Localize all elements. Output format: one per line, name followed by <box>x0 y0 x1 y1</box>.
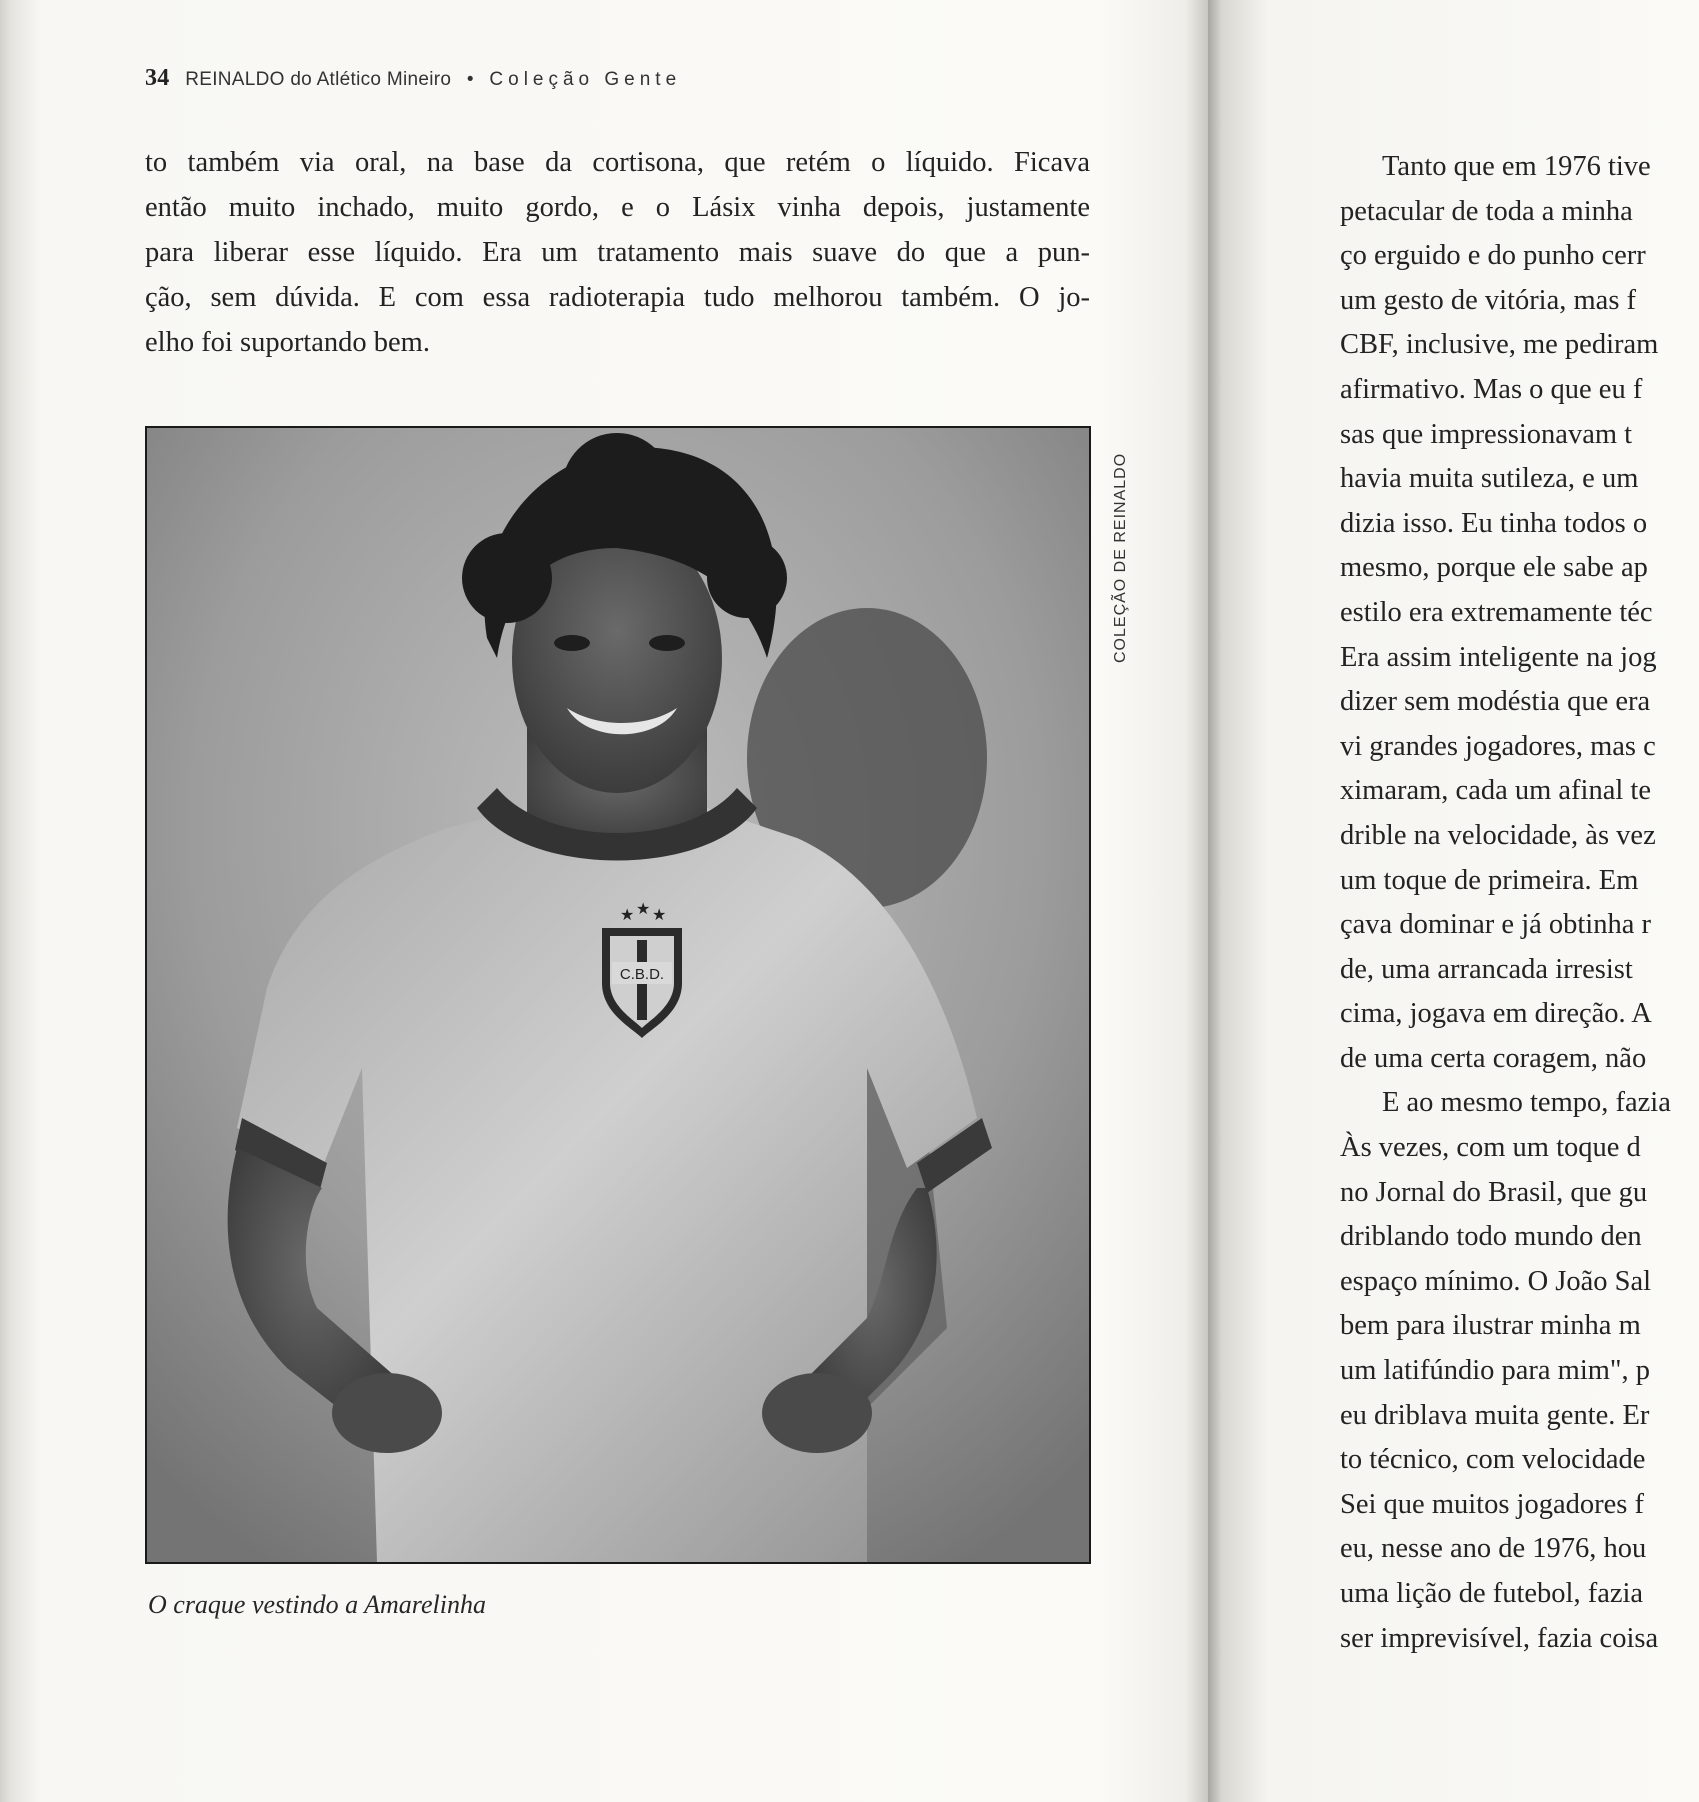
svg-text:★: ★ <box>636 901 651 918</box>
text-line: havia muita sutileza, e um <box>1340 463 1639 495</box>
text-line: um latifúndio para mim", p <box>1340 1355 1651 1387</box>
text-line: CBF, inclusive, me pediram <box>1340 329 1659 361</box>
text-line: eu, nesse ano de 1976, hou <box>1340 1533 1647 1565</box>
text-line: eu driblava muita gente. Er <box>1340 1399 1650 1431</box>
right-page-text <box>1340 145 1671 1661</box>
text-line: elho foi suportando bem. <box>145 327 430 358</box>
text-line: ção, sem dúvida. E com essa radioterapia tudo melhorou também. O jo- <box>145 282 1090 313</box>
text-line: dizer sem modéstia que era <box>1340 686 1651 718</box>
text-line: Tanto que em 1976 tive <box>1382 151 1651 182</box>
text-line: Era assim inteligente na jog <box>1340 641 1657 673</box>
text-line: to técnico, com velocidade <box>1340 1444 1646 1476</box>
text-line: no Jornal do Brasil, que gu <box>1340 1176 1648 1208</box>
svg-text:★: ★ <box>652 907 667 924</box>
svg-text:★: ★ <box>620 907 635 924</box>
book-title: REINALDO do Atlético Mineiro <box>185 69 452 90</box>
text-line: sas que impressionavam t <box>1340 418 1633 450</box>
text-line: E ao mesmo tempo, fazia <box>1382 1087 1671 1119</box>
text-line: petacular de toda a minha <box>1340 195 1633 227</box>
text-line: ço erguido e do punho cerr <box>1340 240 1646 272</box>
text-line: cima, jogava em direção. A <box>1340 998 1652 1030</box>
text-line: de uma certa coragem, não <box>1340 1042 1647 1074</box>
text-line: bem para ilustrar minha m <box>1340 1310 1641 1342</box>
text-line: to também via oral, na base da cortisona, que retém o líquido. Ficava <box>145 147 1090 178</box>
text-line: driblando todo mundo den <box>1340 1221 1642 1253</box>
series-name: Coleção Gente <box>489 69 682 90</box>
text-line: Às vezes, com um toque d <box>1340 1132 1641 1164</box>
text-line: afirmativo. Mas o que eu f <box>1340 373 1643 405</box>
text-line: um toque de primeira. Em <box>1340 864 1639 896</box>
body-paragraph <box>145 140 1090 365</box>
text-line: de, uma arrancada irresist <box>1340 953 1633 985</box>
text-line: então muito inchado, muito gordo, e o Lásix vinha depois, justamente <box>145 192 1090 223</box>
crest-text: C.B.D. <box>619 966 665 983</box>
text-line: ximaram, cada um afinal te <box>1340 775 1651 807</box>
text-line: uma lição de futebol, fazia <box>1340 1578 1644 1609</box>
right-page <box>1208 0 1699 1802</box>
text-line: Sei que muitos jogadores f <box>1340 1488 1644 1520</box>
text-line: drible na velocidade, às vez <box>1340 819 1656 851</box>
text-line: mesmo, porque ele sabe ap <box>1340 552 1648 584</box>
text-line: çava dominar e já obtinha r <box>1340 909 1651 941</box>
text-line: estilo era extremamente téc <box>1340 596 1653 628</box>
left-page: 34 REINALDO do Atlético Mineiro • Coleção Gente to também via oral, na base da cortisona, que retém o líquido. Ficava então muito inchado, muito gordo, e o Lásix vinha depois, justamente para liberar esse líquido. Era um tratamento mais suave do que a pun- ção, sem dúvida. E com essa radioterapia tudo melhorou também. O jo- elho foi suportando bem. C.B.D. ★ ★ ★ COLEÇÃO DE REINALDO O craque vestindo a Amarelinha <box>0 0 1208 1802</box>
running-head <box>145 65 681 92</box>
text-line: espaço mínimo. O João Sal <box>1340 1265 1652 1297</box>
header-separator: • <box>466 69 474 90</box>
photo-caption: O craque vestindo a Amarelinha <box>148 1590 486 1619</box>
text-line: vi grandes jogadores, mas c <box>1340 730 1656 762</box>
text-line: um gesto de vitória, mas f <box>1340 284 1637 316</box>
text-line: para liberar esse líquido. Era um tratamento mais suave do que a pun- <box>145 237 1090 268</box>
text-line: dizia isso. Eu tinha todos o <box>1340 507 1648 539</box>
page-number: 34 <box>145 65 170 91</box>
text-line: ser imprevisível, fazia coisa <box>1340 1622 1659 1654</box>
player-photo <box>145 426 1091 1564</box>
